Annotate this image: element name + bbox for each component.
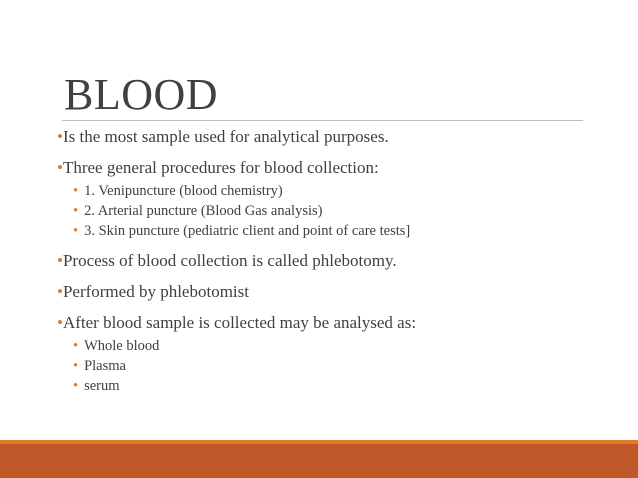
sub-bullet-text: serum — [84, 378, 120, 394]
bullet-marker: • — [57, 313, 63, 332]
bullet-2 — [57, 157, 587, 179]
sub-bullet — [73, 181, 587, 201]
sub-bullet-marker: • — [73, 203, 79, 219]
footer-bar — [0, 444, 638, 478]
bullet-text: Process of blood collection is called phlebotomy. — [62, 251, 397, 270]
title-underline — [62, 120, 583, 121]
bullet-text: Three general procedures for blood collection: — [62, 158, 379, 177]
sub-bullet-marker: • — [73, 183, 79, 199]
sub-bullet-text: 2. Arterial puncture (Blood Gas analysis) — [84, 203, 323, 219]
sub-bullet — [73, 336, 587, 356]
bullet-1 — [57, 126, 587, 148]
bullet-3 — [57, 250, 587, 272]
sub-bullet-text: Whole blood — [84, 338, 160, 354]
bullet-4 — [57, 281, 587, 303]
slide-body — [57, 126, 587, 396]
bullet-marker: • — [57, 251, 63, 270]
sub-bullet-marker: • — [73, 378, 79, 394]
slide-title: BLOOD — [64, 70, 219, 119]
sub-bullet-marker: • — [73, 358, 79, 374]
sub-bullet-marker: • — [73, 338, 79, 354]
sub-bullet — [73, 376, 587, 396]
bullet-5 — [57, 312, 587, 334]
bullet-marker: • — [57, 127, 63, 146]
sub-bullet — [73, 221, 587, 241]
sub-bullet-marker: • — [73, 223, 79, 239]
bullet-marker: • — [57, 158, 63, 177]
bullet-text: After blood sample is collected may be analysed as: — [62, 313, 417, 332]
bullet-text: Performed by phlebotomist — [62, 282, 249, 301]
sub-bullet-text: 1. Venipuncture (blood chemistry) — [84, 183, 283, 199]
sub-bullet-text: Plasma — [84, 358, 126, 374]
bullet-marker: • — [57, 282, 63, 301]
sub-bullet — [73, 201, 587, 221]
sub-bullet-text: 3. Skin puncture (pediatric client and point of care tests] — [84, 223, 411, 239]
sub-bullet — [73, 356, 587, 376]
bullet-text: Is the most sample used for analytical purposes. — [62, 127, 389, 146]
